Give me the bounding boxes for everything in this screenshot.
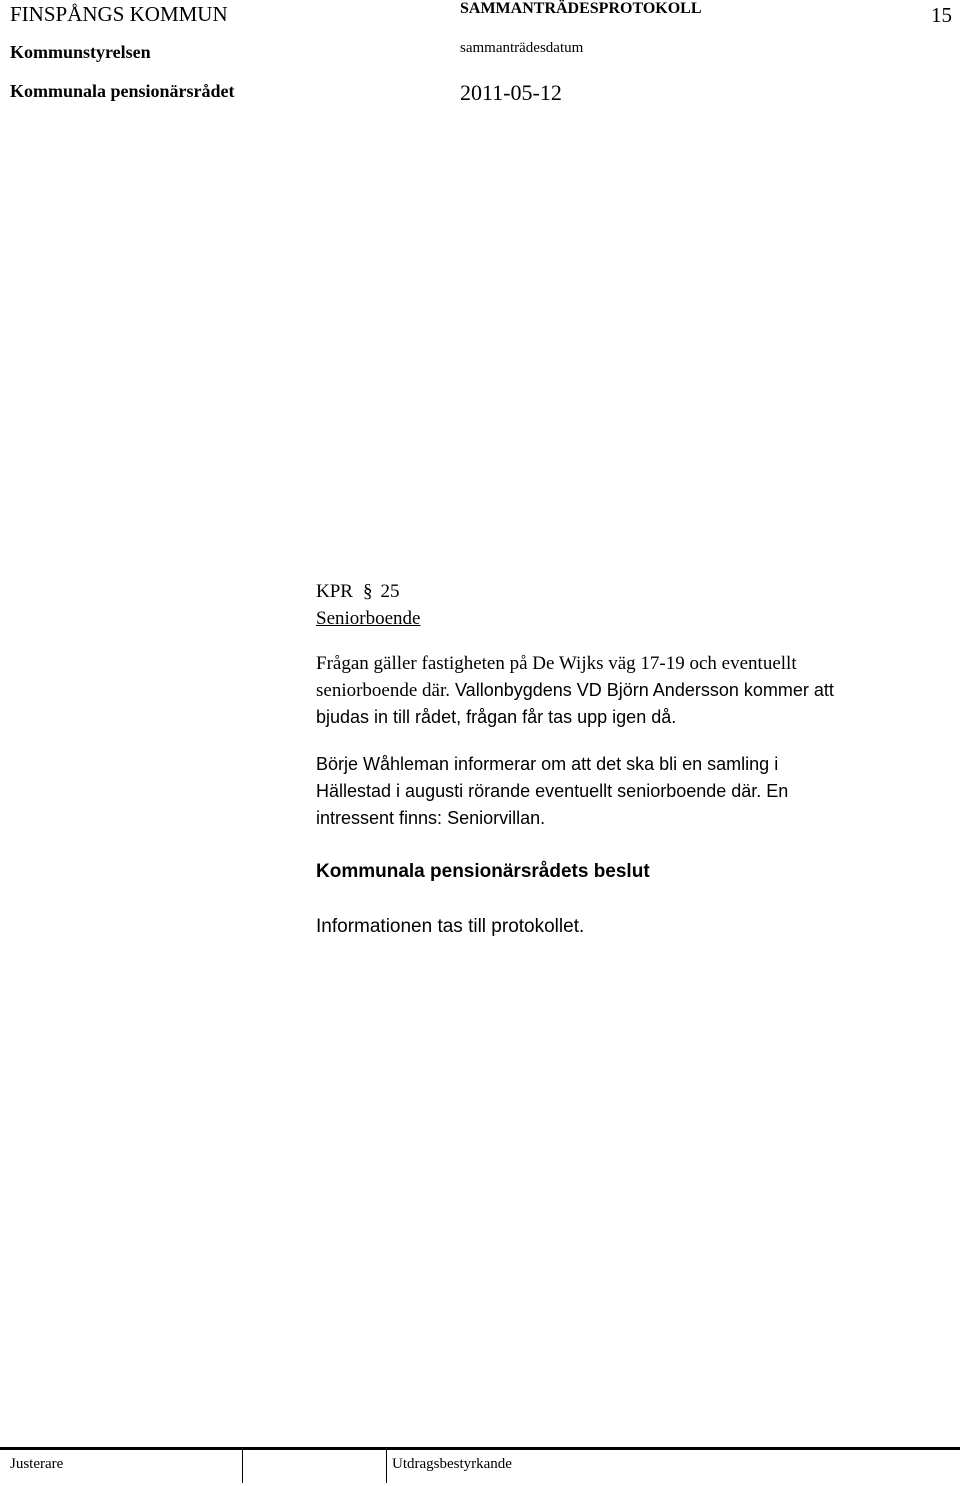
meeting-date-label: sammanträdesdatum bbox=[460, 40, 584, 56]
protocol-content bbox=[316, 578, 956, 940]
paragraph-1-line-3: bjudas in till rådet, frågan får tas upp igen då. bbox=[316, 707, 677, 727]
utdragsbestyrkande-label: Utdragsbestyrkande bbox=[392, 1456, 512, 1472]
paragraph-1-line-2-start: seniorboende där. bbox=[316, 680, 451, 701]
section-number: 25 bbox=[380, 581, 400, 602]
paragraph-2-line-3: intressent finns: Seniorvillan. bbox=[316, 808, 546, 828]
paragraph-1-line-2 bbox=[316, 677, 956, 704]
paragraph-2-line-2: Hällestad i augusti rörande eventuellt seniorboende där. En bbox=[316, 781, 789, 801]
section-prefix: KPR bbox=[316, 581, 353, 602]
document-type: SAMMANTRÄDESPROTOKOLL bbox=[460, 0, 702, 17]
department-name: Kommunstyrelsen bbox=[10, 42, 151, 62]
organization-name: FINSPÅNGS KOMMUN bbox=[10, 2, 228, 26]
section-title: Seniorboende bbox=[316, 608, 421, 629]
paragraph-sign: § bbox=[362, 581, 373, 602]
page-number: 15 bbox=[931, 3, 952, 27]
justerare-label: Justerare bbox=[10, 1456, 64, 1472]
paragraph-2 bbox=[316, 751, 956, 832]
paragraph-2-line-1: Börje Wåhleman informerar om att det ska bli en samling i bbox=[316, 754, 779, 774]
paragraph-1-line-2-end: Vallonbygdens VD Björn Andersson kommer att bbox=[450, 680, 834, 700]
paragraph-1-line-1: Frågan gäller fastigheten på De Wijks väg 17-19 och eventuellt bbox=[316, 653, 797, 674]
signature-footer bbox=[0, 1447, 960, 1486]
meeting-date: 2011-05-12 bbox=[460, 80, 562, 105]
decision-heading: Kommunala pensionärsrådets beslut bbox=[316, 861, 650, 882]
section-reference bbox=[316, 578, 956, 605]
decision-text: Informationen tas till protokollet. bbox=[316, 916, 585, 937]
paragraph-1 bbox=[316, 650, 956, 731]
council-name: Kommunala pensionärsrådet bbox=[10, 81, 235, 101]
signature-cell bbox=[242, 1450, 387, 1483]
